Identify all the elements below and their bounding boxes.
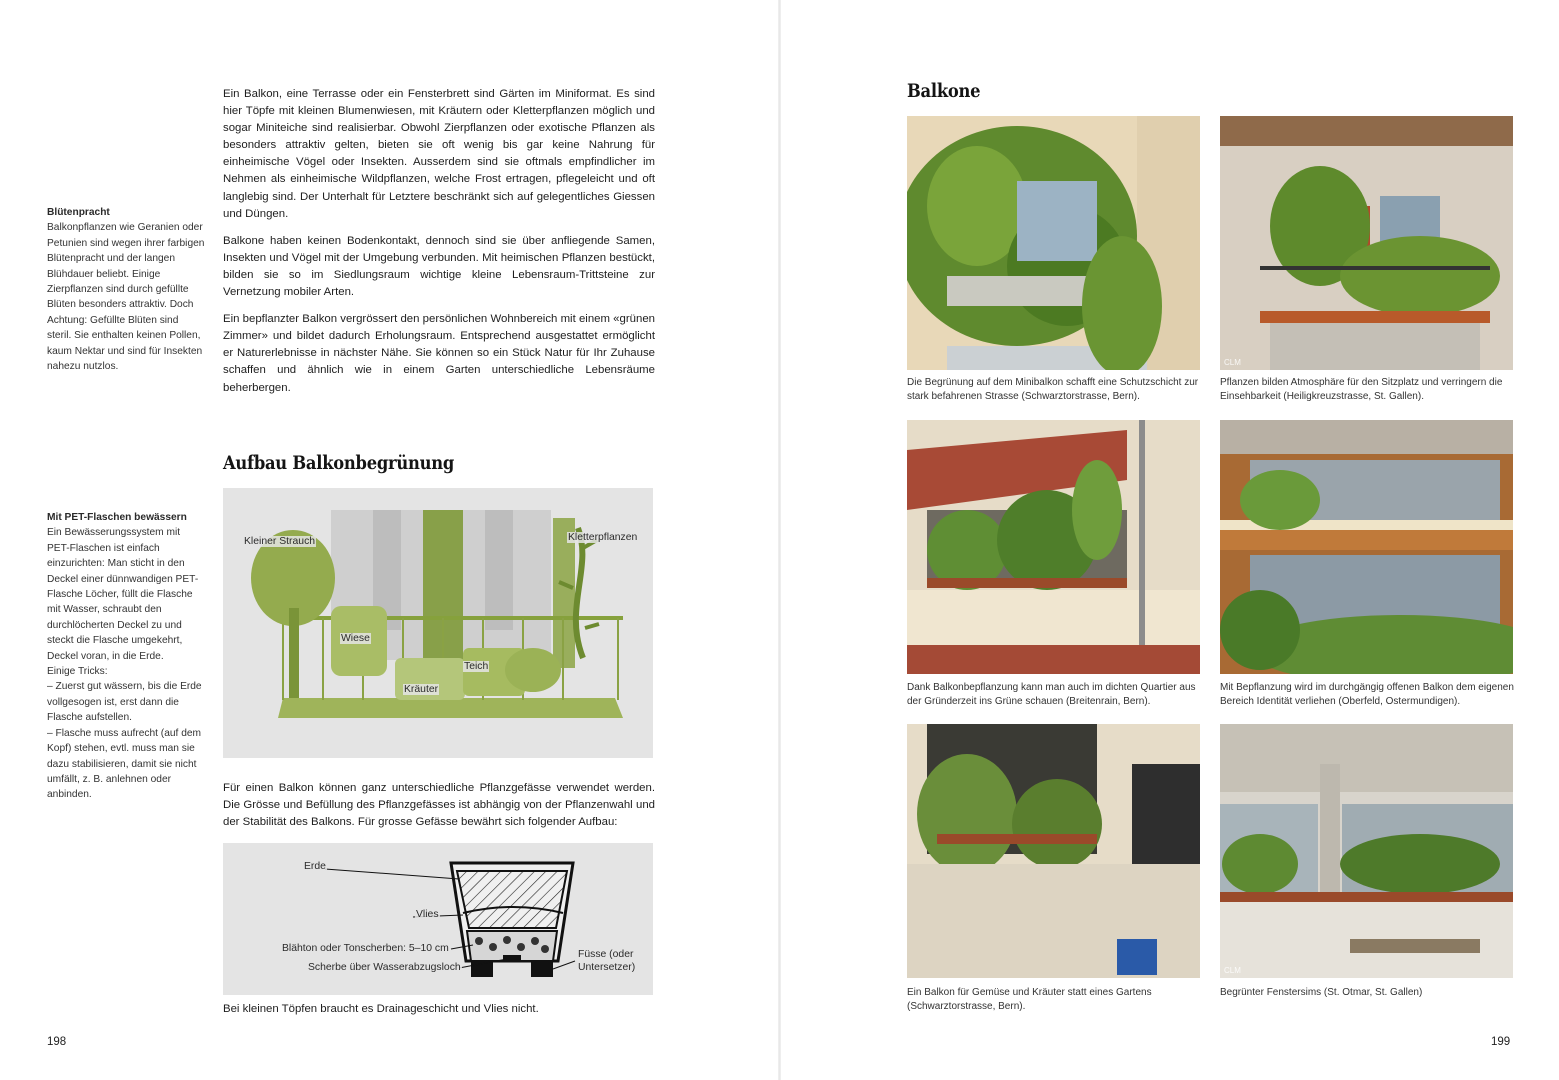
label-erde: Erde — [304, 861, 326, 872]
sidebar-text: Balkonpflanzen wie Geranien oder Petunien sind wegen ihrer farbigen Blütenpracht und der langen Blühdauer beliebt. Einige Zierpflanzen sind durch gefüllte Blüten besonders attraktiv. Doch Achtung: Gefüllte Blüten sind steril. Sie enthalten keinen Pollen, kaum Nektar und sind für Insekten nahezu nutzlos. — [47, 222, 205, 373]
label-blaehton: Blähton oder Tonscherben: 5–10 cm — [282, 943, 449, 954]
label-vlies: Vlies — [416, 909, 439, 920]
page-number-right: 199 — [1491, 1036, 1511, 1048]
sidebar-bluetenpracht — [47, 205, 205, 374]
sidebar-pet-line-4: – Flasche muss aufrecht (auf dem Kopf) stehen, evtl. muss man sie dazu stabilisieren, damit sie nicht umfällt, z. B. anlehnen oder anbinden. — [47, 727, 202, 801]
page-number-left: 198 — [47, 1036, 67, 1048]
container-paragraph: Für einen Balkon können ganz unterschiedliche Pflanzgefässe verwendet werden. Die Grösse und Befüllung des Pflanzgefässes ist abhängig von der Pflanzenwahl und der Stabilität des Balkons. Für grosse Gefässe bewährt sich folgender Aufbau: — [223, 782, 655, 829]
caption-gemuese: Ein Balkon für Gemüse und Kräuter statt eines Gartens (Schwarztorstrasse, Bern). — [907, 987, 1152, 1012]
intro-paragraph-3: Ein bepflanzter Balkon vergrössert den persönlichen Wohnbereich mit einem «grünen Zimmer» und bildet dadurch Erholungsraum. Entsprechend ausgestattet ermöglicht er Naturerlebnisse in nächster Nähe. Sie können so ein Stück Natur für Ihr Zuhause schaffen und ähnlich wie in einem Garten unterschiedliche Lebensräume beherbergen. — [223, 313, 655, 394]
sidebar-pet-title: Mit PET-Flaschen bewässern — [47, 512, 187, 523]
pot-note-text — [223, 1001, 655, 1028]
intro-paragraph-1: Ein Balkon, eine Terrasse oder ein Fensterbrett sind Gärten im Miniformat. Es sind hier Töpfe mit kleinen Blumenwiesen, mit Kräutern oder Kletterpflanzen möglich und sogar Miniteiche sind realisierbar. Obwohl Zierpflanzen oder exotische Pflanzen als besonders attraktiv gelten, bieten sie oft wenig bis gar keine Nahrung für einheimische Vögel oder Insekten. Ausserdem sind sie oftmals empfindlicher im Nehmen als einheimische Wildpflanzen, welche Frost ertragen, pflegeleicht und oft langlebig sind. Der Unterhalt für Letztere beschränkt sich auf gelegentliches Giessen und Düngen. — [223, 88, 655, 220]
photo-oberfeld — [1220, 420, 1513, 674]
balcony-illustration — [223, 488, 653, 758]
sidebar-pet-line-1: Ein Bewässerungssystem mit PET-Flaschen ist einfach einzurichten: Man sticht in den Deckel einer dünnwandigen PET-Flasche Löcher, füllt die Flasche mit Wasser, schraubt den durchlöcherten Deckel zu und steckt die Flasche umgekehrt, Deckel voran, in die Erde. — [47, 527, 199, 662]
label-wiese: Wiese — [341, 633, 370, 644]
caption-oberfeld: Mit Bepflanzung wird im durchgängig offenen Balkon dem eigenen Bereich Identität verliehen (Oberfeld, Ostermundigen). — [1220, 682, 1514, 707]
sidebar-pet — [47, 510, 205, 803]
label-kraeuter: Kräuter — [404, 684, 439, 695]
photo-minibalkon — [907, 116, 1200, 370]
pot-illustration — [223, 843, 653, 995]
right-page — [780, 0, 1559, 1080]
photo-gemuese — [907, 724, 1200, 978]
pot-note: Bei kleinen Töpfen braucht es Drainageschicht und Vlies nicht. — [223, 1003, 539, 1015]
caption-sitzplatz: Pflanzen bilden Atmosphäre für den Sitzplatz und verringern die Einsehbarkeit (Heiligkreuzstrasse, St. Gallen). — [1220, 377, 1503, 402]
container-text — [223, 780, 655, 841]
intro-paragraph-2: Balkone haben keinen Bodenkontakt, dennoch sind sie über anfliegende Samen, Insekten und Vögel mit der Umgebung verbunden. Mit heimischen Pflanzen bestückt, bilden sie so im Siedlungsraum wichtige kleine Lebensraum-Trittsteine zur Vernetzung mobiler Arten. — [223, 234, 655, 299]
label-scherbe: Scherbe über Wasserabzugsloch — [308, 962, 461, 973]
section-heading: Aufbau Balkonbegrünung — [223, 452, 455, 474]
label-kleiner-strauch: Kleiner Strauch — [244, 536, 316, 547]
sidebar-pet-line-2: Einige Tricks: — [47, 666, 108, 678]
caption-breitenrain: Dank Balkonbepflanzung kann man auch im dichten Quartier aus der Gründerzeit ins Grüne schauen (Breitenrain, Bern). — [907, 682, 1196, 707]
sidebar-pet-line-3: – Zuerst gut wässern, bis die Erde vollgesogen ist, erst dann die Flasche aufstellen. — [47, 681, 202, 724]
caption-fenstersims: Begrünter Fenstersims (St. Otmar, St. Gallen) — [1220, 987, 1423, 998]
photo-breitenrain — [907, 420, 1200, 674]
photo-fenstersims — [1220, 724, 1513, 978]
balkone-heading: Balkone — [907, 80, 981, 102]
intro-text — [223, 86, 655, 407]
photo-sitzplatz — [1220, 116, 1513, 370]
sidebar-title: Blütenpracht — [47, 207, 110, 218]
label-fuesse: Füsse (oder Untersetzer) — [577, 948, 647, 974]
caption-minibalkon: Die Begrünung auf dem Minibalkon schafft eine Schutzschicht zur stark befahrenen Strasse (Schwarztorstrasse, Bern). — [907, 377, 1199, 402]
label-teich: Teich — [464, 661, 489, 672]
balcony-sketch — [223, 488, 653, 758]
label-kletterpflanzen: Kletterpflanzen — [568, 532, 638, 543]
photo-credit-2: CLM — [1224, 358, 1241, 367]
photo-credit-6: CLM — [1224, 966, 1241, 975]
